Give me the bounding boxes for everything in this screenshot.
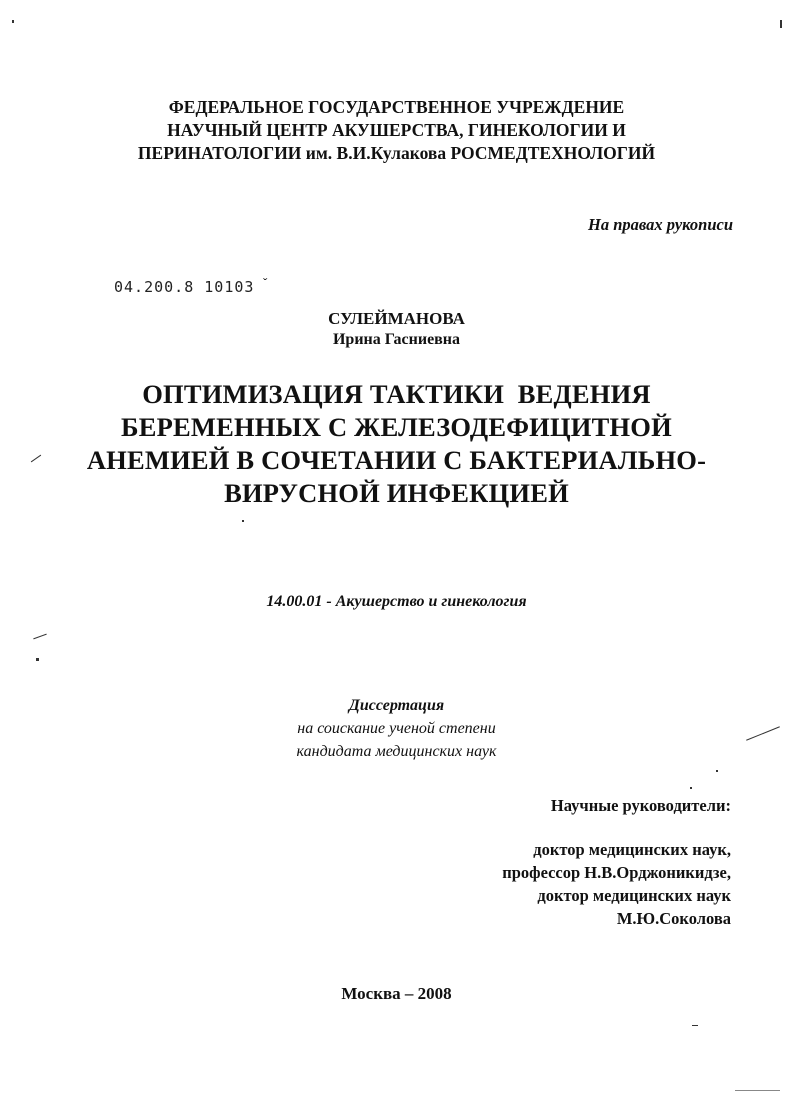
scan-artifact — [716, 770, 718, 772]
institution-line-2: НАУЧНЫЙ ЦЕНТР АКУШЕРСТВА, ГИНЕКОЛОГИИ И — [167, 120, 626, 140]
supervisors-list — [502, 838, 731, 930]
title-line-2: БЕРЕМЕННЫХ С ЖЕЛЕЗОДЕФИЦИТНОЙ — [121, 412, 672, 442]
registration-stamp: 04.200.8 10103 — [114, 278, 255, 296]
scan-artifact — [780, 20, 782, 28]
scan-artifact — [12, 20, 14, 23]
title-line-3: АНЕМИЕЙ В СОЧЕТАНИИ С БАКТЕРИАЛЬНО- — [86, 445, 707, 475]
supervisor-line-4: М.Ю.Соколова — [616, 909, 731, 928]
degree-line-1: на соискание ученой степени — [297, 720, 496, 737]
dissertation-title — [0, 378, 793, 510]
degree-line-2: кандидата медицинских наук — [296, 743, 497, 760]
degree-heading: Диссертация — [348, 697, 445, 714]
institution-header — [0, 96, 793, 165]
supervisors-heading: Научные руководители: — [550, 796, 731, 815]
institution-line-1: ФЕДЕРАЛЬНОЕ ГОСУДАРСТВЕННОЕ УЧРЕЖДЕНИЕ — [168, 97, 625, 117]
title-line-4: ВИРУСНОЙ ИНФЕКЦИЕЙ — [224, 478, 569, 508]
title-line-1: ОПТИМИЗАЦИЯ ТАКТИКИ ВЕДЕНИЯ — [142, 379, 651, 409]
author-name: Ирина Гасниевна — [332, 331, 461, 348]
institution-line-3: ПЕРИНАТОЛОГИИ им. В.И.Кулакова РОСМЕДТЕХНОЛОГИЙ — [137, 143, 656, 163]
supervisor-line-3: доктор медицинских наук — [537, 886, 731, 905]
city-year: Москва – 2008 — [341, 984, 452, 1003]
author-block — [0, 308, 793, 350]
supervisor-line-2: профессор Н.В.Орджоникидзе, — [502, 863, 731, 882]
scan-artifact — [735, 1090, 780, 1091]
scan-artifact — [36, 658, 39, 661]
rights-note: На правах рукописи — [588, 215, 733, 234]
degree-statement — [0, 694, 793, 763]
scan-artifact — [242, 520, 244, 522]
stamp-tick-mark: ˇ — [263, 275, 268, 290]
scan-artifact — [33, 634, 46, 640]
scan-artifact — [692, 1025, 698, 1026]
author-surname: СУЛЕЙМАНОВА — [328, 309, 465, 328]
supervisor-line-1: доктор медицинских наук, — [533, 840, 731, 859]
specialty-code: 14.00.01 - Акушерство и гинекология — [266, 593, 527, 610]
scan-artifact — [690, 787, 692, 789]
